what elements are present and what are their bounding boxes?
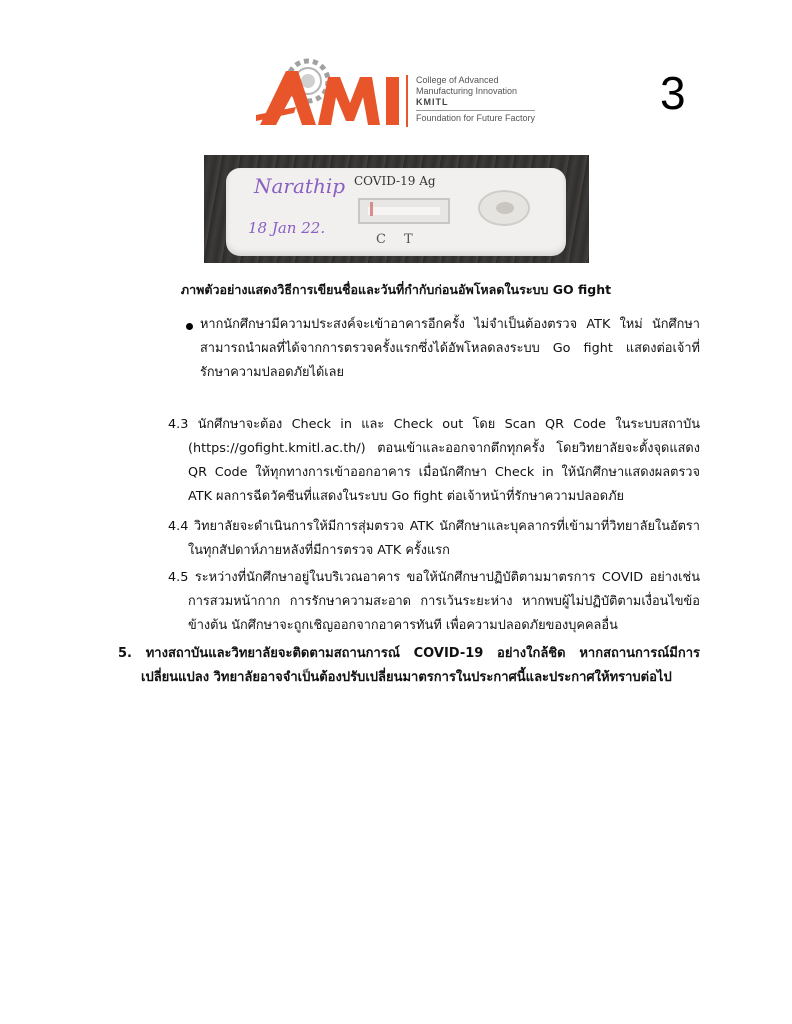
item-text: วิทยาลัยจะดำเนินการให้มีการสุ่มตรวจ ATK นักศึกษาและบุคลากรที่เข้ามาที่วิทยาลัยในอัตราในทุกสัปดาห์ภายหลังที่มีการตรวจ ATK ครั้งแรก: [188, 519, 700, 558]
test-cassette: [226, 168, 566, 256]
ami-logo: [256, 55, 541, 130]
test-line-label: T: [403, 232, 431, 247]
logo-line-kmitl: KMITL: [416, 97, 449, 107]
item-number: 4.4: [168, 519, 189, 534]
item-number: 4.3: [168, 417, 189, 432]
control-line: [370, 202, 373, 216]
test-label: COVID-19 Ag: [354, 174, 436, 188]
sample-well-inner: [496, 202, 514, 214]
atk-test-photo: [204, 155, 589, 263]
page-number: 3: [660, 67, 686, 119]
sample-well: [478, 190, 530, 226]
item-text: ระหว่างที่นักศึกษาอยู่ในบริเวณอาคาร ขอให้นักศึกษาปฏิบัติตามมาตรการ COVID อย่างเช่น การสวมหน้ากาก การรักษาความสะอาด การเว้นระยะห่าง หากพบผู้ไม่ปฏิบัติตามเงื่อนไขข้อข้างต้น นักศึกษาจะถูกเชิญออกจากอาคารทันที เพื่อความปลอดภัยของบุคคลอื่น: [188, 570, 700, 633]
photo-caption: ภาพตัวอย่างแสดงวิธีการเขียนชื่อและวันที่กำกับก่อนอัพโหลดในระบบ GO fight: [180, 282, 612, 297]
control-label: C: [376, 232, 404, 247]
logo-line-college: College of Advanced: [416, 75, 499, 85]
section-5: [118, 642, 700, 690]
bullet-paragraph: หากนักศึกษามีความประสงค์จะเข้าอาคารอีกครั้ง ไม่จำเป็นต้องตรวจ ATK ใหม่ นักศึกษาสามารถนำผลที่ได้จากการตรวจครั้งแรกซึ่งได้อัพโหลดลงระบบ Go fight แสดงต่อเจ้าที่รักษาความปลอดภัยได้เลย: [200, 317, 700, 380]
ct-labels: [376, 232, 431, 247]
item-number: 4.5: [168, 570, 189, 585]
logo-line-manufacturing: Manufacturing Innovation: [416, 86, 518, 96]
bullet-dot-icon: [186, 323, 193, 330]
list-item-4-5: [168, 566, 700, 638]
list-item-4-4: [168, 515, 700, 563]
item-text: นักศึกษาจะต้อง Check in และ Check out โดย Scan QR Code ในระบบสถาบัน (https://gofight.kmitl.ac.th/) ตอนเข้าและออกจากตึกทุกครั้ง โดยวิทยาลัยจะตั้งจุดแสดง QR Code ให้ทุกทางการเข้าออกอาคาร เมื่อนักศึกษา Check in ให้นักศึกษาแสดงผลตรวจ ATK ผลการฉีดวัคซีนที่แสดงในระบบ Go fight ต่อเจ้าหน้าที่รักษาความปลอดภัย: [188, 417, 700, 504]
logo-line-foundation: Foundation for Future Factory: [416, 110, 535, 124]
ami-logo-mark: [256, 55, 416, 130]
logo-text-block: [416, 75, 535, 124]
result-strip: [368, 207, 440, 215]
result-window: [358, 198, 450, 224]
section-number: 5.: [118, 646, 132, 661]
list-item-4-3: [168, 413, 700, 509]
handwritten-date: 18 Jan 22.: [248, 219, 326, 237]
section-text: ทางสถาบันและวิทยาลัยจะติดตามสถานการณ์ COVID-19 อย่างใกล้ชิด หากสถานการณ์มีการเปลี่ยนแปลง วิทยาลัยอาจจำเป็นต้องปรับเปลี่ยนมาตรการในประกาศนี้และประกาศให้ทราบต่อไป: [141, 646, 700, 685]
handwritten-name: Narathip: [254, 174, 346, 198]
